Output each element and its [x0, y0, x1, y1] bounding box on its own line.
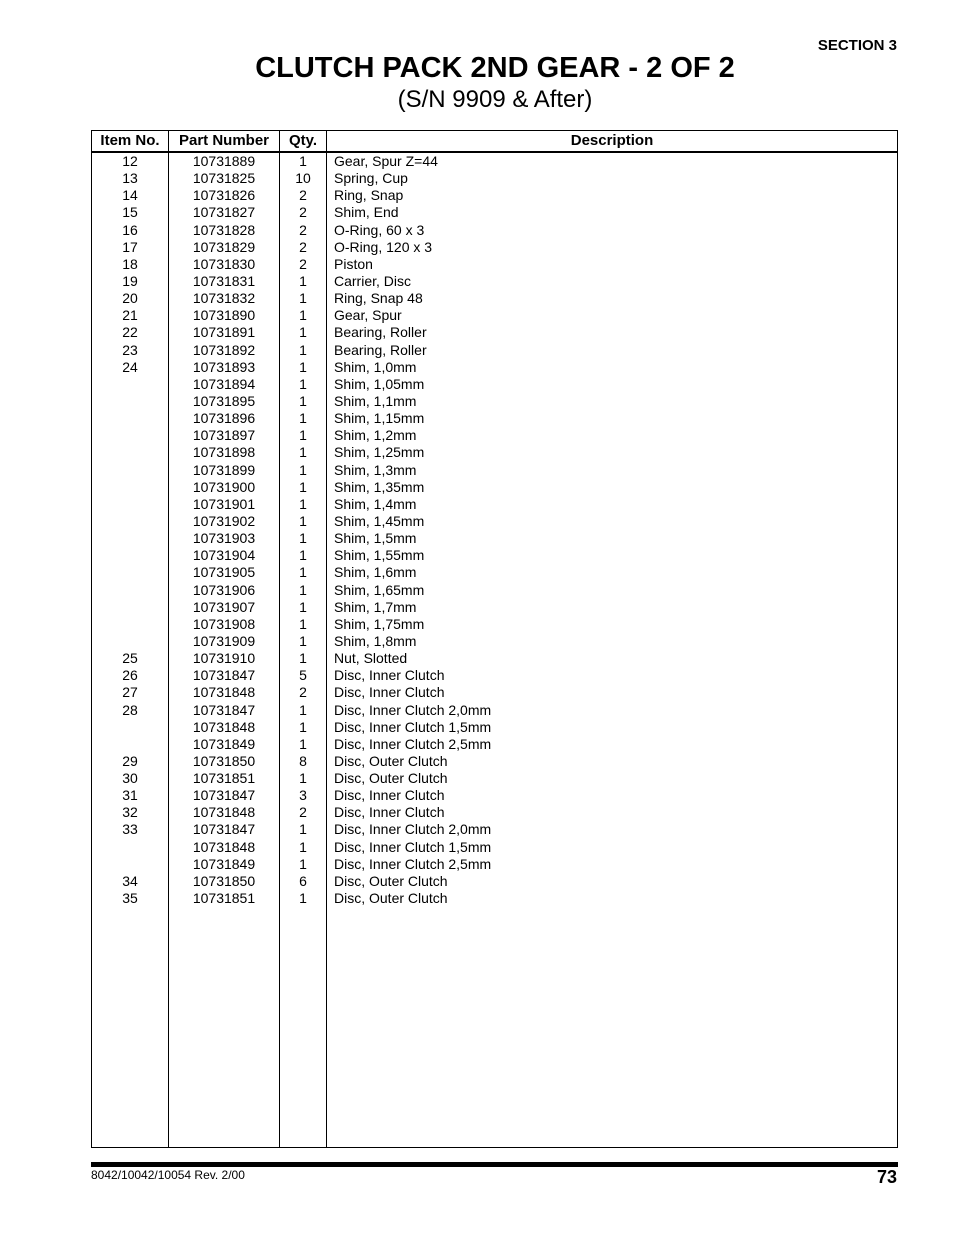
- description-cell: Shim, 1,1mm: [334, 392, 417, 409]
- part-number-cell: 10731851: [192, 890, 256, 907]
- table-body: [92, 153, 897, 907]
- quantity-cell: 1: [299, 392, 307, 409]
- item-number-cell: 28: [122, 701, 138, 718]
- description-cell: Shim, 1,75mm: [334, 615, 425, 632]
- description-cell: Disc, Outer Clutch: [334, 752, 448, 769]
- table-row: [92, 787, 897, 804]
- item-number-cell: 20: [122, 290, 138, 307]
- table-row: [92, 359, 897, 376]
- description-cell: Shim, 1,6mm: [334, 564, 417, 581]
- table-row: [92, 650, 897, 667]
- description-cell: Shim, 1,45mm: [334, 512, 425, 529]
- description-cell: Disc, Inner Clutch: [334, 787, 445, 804]
- quantity-cell: 1: [299, 838, 307, 855]
- description-cell: Nut, Slotted: [334, 650, 408, 667]
- description-cell: Disc, Outer Clutch: [334, 872, 448, 889]
- page-number: 73: [876, 1167, 897, 1187]
- quantity-cell: 1: [299, 290, 307, 307]
- quantity-cell: 1: [299, 307, 307, 324]
- item-number-cell: 30: [122, 770, 138, 787]
- item-number-cell: 29: [122, 752, 138, 769]
- description-cell: Disc, Inner Clutch: [334, 684, 445, 701]
- item-number-cell: 24: [122, 358, 138, 375]
- quantity-cell: 2: [299, 238, 307, 255]
- header-description: Description: [570, 132, 654, 149]
- table-row: [92, 427, 897, 444]
- item-number-cell: 31: [122, 787, 138, 804]
- part-number-cell: 10731848: [192, 804, 256, 821]
- quantity-cell: 2: [299, 255, 307, 272]
- table-row: [92, 170, 897, 187]
- part-number-cell: 10731849: [192, 855, 256, 872]
- description-cell: Shim, 1,3mm: [334, 461, 417, 478]
- description-cell: Shim, 1,0mm: [334, 358, 417, 375]
- item-number-cell: 15: [122, 204, 138, 221]
- item-number-cell: 17: [122, 238, 138, 255]
- item-number-cell: 16: [122, 221, 138, 238]
- description-cell: Shim, 1,05mm: [334, 375, 425, 392]
- table-header: [92, 131, 897, 153]
- item-number-cell: 12: [122, 153, 138, 169]
- table-row: [92, 582, 897, 599]
- table-row: [92, 376, 897, 393]
- part-number-cell: 10731848: [192, 838, 256, 855]
- quantity-cell: 3: [299, 787, 307, 804]
- quantity-cell: 1: [299, 358, 307, 375]
- table-row: [92, 513, 897, 530]
- part-number-cell: 10731828: [192, 221, 256, 238]
- table-row: [92, 616, 897, 633]
- table-row: [92, 856, 897, 873]
- item-number-cell: 26: [122, 667, 138, 684]
- part-number-cell: 10731827: [192, 204, 256, 221]
- header-part-number: Part Number: [178, 132, 270, 149]
- description-cell: Shim, 1,8mm: [334, 632, 417, 649]
- part-number-cell: 10731891: [192, 324, 256, 341]
- item-number-cell: 19: [122, 272, 138, 289]
- item-number-cell: 33: [122, 821, 138, 838]
- table-row: [92, 273, 897, 290]
- quantity-cell: 1: [299, 530, 307, 547]
- quantity-cell: 1: [299, 632, 307, 649]
- part-number-cell: 10731847: [192, 667, 256, 684]
- part-number-cell: 10731899: [192, 461, 256, 478]
- table-row: [92, 684, 897, 701]
- quantity-cell: 1: [299, 410, 307, 427]
- description-cell: Shim, 1,2mm: [334, 427, 417, 444]
- description-cell: Ring, Snap 48: [334, 290, 423, 307]
- part-number-cell: 10731849: [192, 735, 256, 752]
- part-number-cell: 10731907: [192, 598, 256, 615]
- part-number-cell: 10731896: [192, 410, 256, 427]
- part-number-cell: 10731892: [192, 341, 256, 358]
- part-number-cell: 10731830: [192, 255, 256, 272]
- table-row: [92, 821, 897, 838]
- quantity-cell: 1: [299, 478, 307, 495]
- description-cell: Disc, Outer Clutch: [334, 770, 448, 787]
- table-row: [92, 719, 897, 736]
- quantity-cell: 1: [299, 272, 307, 289]
- quantity-cell: 10: [295, 170, 311, 187]
- part-number-cell: 10731847: [192, 701, 256, 718]
- table-row: [92, 290, 897, 307]
- table-row: [92, 393, 897, 410]
- quantity-cell: 1: [299, 375, 307, 392]
- description-cell: Disc, Inner Clutch 2,5mm: [334, 855, 492, 872]
- table-row: [92, 307, 897, 324]
- description-cell: Shim, 1,7mm: [334, 598, 417, 615]
- description-cell: Disc, Inner Clutch 1,5mm: [334, 838, 492, 855]
- table-row: [92, 256, 897, 273]
- description-cell: O-Ring, 60 x 3: [334, 221, 425, 238]
- description-cell: Disc, Inner Clutch: [334, 667, 445, 684]
- table-row: [92, 342, 897, 359]
- table-row: [92, 496, 897, 513]
- quantity-cell: 1: [299, 855, 307, 872]
- quantity-cell: 1: [299, 821, 307, 838]
- part-number-cell: 10731903: [192, 530, 256, 547]
- table-row: [92, 839, 897, 856]
- table-row: [92, 599, 897, 616]
- page-subtitle: (S/N 9909 & After): [397, 86, 593, 113]
- header-qty: Qty.: [288, 132, 318, 149]
- description-cell: Carrier, Disc: [334, 272, 412, 289]
- quantity-cell: 1: [299, 153, 307, 169]
- quantity-cell: 1: [299, 461, 307, 478]
- header-item-no: Item No.: [100, 132, 160, 149]
- quantity-cell: 1: [299, 547, 307, 564]
- quantity-cell: 1: [299, 444, 307, 461]
- quantity-cell: 2: [299, 804, 307, 821]
- quantity-cell: 1: [299, 735, 307, 752]
- description-cell: Shim, 1,25mm: [334, 444, 425, 461]
- part-number-cell: 10731832: [192, 290, 256, 307]
- quantity-cell: 1: [299, 701, 307, 718]
- table-row: [92, 153, 897, 170]
- description-cell: Shim, 1,55mm: [334, 547, 425, 564]
- item-number-cell: 34: [122, 872, 138, 889]
- table-row: [92, 667, 897, 684]
- part-number-cell: 10731825: [192, 170, 256, 187]
- footer-rule: [91, 1162, 898, 1167]
- description-cell: Bearing, Roller: [334, 324, 427, 341]
- part-number-cell: 10731900: [192, 478, 256, 495]
- description-cell: Piston: [334, 255, 373, 272]
- description-cell: Shim, 1,4mm: [334, 495, 417, 512]
- part-number-cell: 10731851: [192, 770, 256, 787]
- page-title: CLUTCH PACK 2ND GEAR - 2 OF 2: [255, 52, 735, 84]
- quantity-cell: 1: [299, 564, 307, 581]
- table-row: [92, 633, 897, 650]
- part-number-cell: 10731904: [192, 547, 256, 564]
- description-cell: Gear, Spur Z=44: [334, 153, 438, 169]
- part-number-cell: 10731848: [192, 718, 256, 735]
- quantity-cell: 1: [299, 890, 307, 907]
- table-row: [92, 187, 897, 204]
- quantity-cell: 1: [299, 770, 307, 787]
- document-number: 8042/10042/10054 Rev. 2/00: [91, 1168, 245, 1182]
- part-number-cell: 10731895: [192, 392, 256, 409]
- part-number-cell: 10731909: [192, 632, 256, 649]
- description-cell: Ring, Snap: [334, 187, 404, 204]
- description-cell: Disc, Outer Clutch: [334, 890, 448, 907]
- part-number-cell: 10731850: [192, 752, 256, 769]
- part-number-cell: 10731906: [192, 581, 256, 598]
- part-number-cell: 10731847: [192, 787, 256, 804]
- description-cell: Gear, Spur: [334, 307, 402, 324]
- description-cell: Shim, End: [334, 204, 399, 221]
- quantity-cell: 1: [299, 581, 307, 598]
- description-cell: O-Ring, 120 x 3: [334, 238, 433, 255]
- quantity-cell: 1: [299, 718, 307, 735]
- item-number-cell: 27: [122, 684, 138, 701]
- table-row: [92, 873, 897, 890]
- part-number-cell: 10731897: [192, 427, 256, 444]
- part-number-cell: 10731829: [192, 238, 256, 255]
- quantity-cell: 1: [299, 495, 307, 512]
- part-number-cell: 10731848: [192, 684, 256, 701]
- quantity-cell: 1: [299, 341, 307, 358]
- table-row: [92, 547, 897, 564]
- description-cell: Shim, 1,65mm: [334, 581, 425, 598]
- part-number-cell: 10731826: [192, 187, 256, 204]
- table-row: [92, 890, 897, 907]
- part-number-cell: 10731901: [192, 495, 256, 512]
- part-number-cell: 10731893: [192, 358, 256, 375]
- item-number-cell: 25: [122, 650, 138, 667]
- table-row: [92, 410, 897, 427]
- quantity-cell: 1: [299, 650, 307, 667]
- quantity-cell: 1: [299, 598, 307, 615]
- table-row: [92, 736, 897, 753]
- description-cell: Disc, Inner Clutch: [334, 804, 445, 821]
- quantity-cell: 2: [299, 221, 307, 238]
- table-row: [92, 564, 897, 581]
- part-number-cell: 10731889: [192, 153, 256, 169]
- description-cell: Disc, Inner Clutch 2,0mm: [334, 701, 492, 718]
- quantity-cell: 2: [299, 204, 307, 221]
- quantity-cell: 8: [299, 752, 307, 769]
- table-row: [92, 324, 897, 341]
- description-cell: Disc, Inner Clutch 2,5mm: [334, 735, 492, 752]
- item-number-cell: 21: [122, 307, 138, 324]
- table-row: [92, 753, 897, 770]
- quantity-cell: 2: [299, 684, 307, 701]
- item-number-cell: 23: [122, 341, 138, 358]
- part-number-cell: 10731905: [192, 564, 256, 581]
- section-label: SECTION 3: [817, 37, 897, 54]
- item-number-cell: 18: [122, 255, 138, 272]
- part-number-cell: 10731847: [192, 821, 256, 838]
- part-number-cell: 10731902: [192, 512, 256, 529]
- part-number-cell: 10731898: [192, 444, 256, 461]
- quantity-cell: 1: [299, 427, 307, 444]
- part-number-cell: 10731850: [192, 872, 256, 889]
- table-row: [92, 444, 897, 461]
- quantity-cell: 5: [299, 667, 307, 684]
- description-cell: Shim, 1,35mm: [334, 478, 425, 495]
- quantity-cell: 1: [299, 324, 307, 341]
- item-number-cell: 13: [122, 170, 138, 187]
- item-number-cell: 14: [122, 187, 138, 204]
- description-cell: Disc, Inner Clutch 1,5mm: [334, 718, 492, 735]
- item-number-cell: 22: [122, 324, 138, 341]
- table-row: [92, 702, 897, 719]
- quantity-cell: 6: [299, 872, 307, 889]
- table-row: [92, 462, 897, 479]
- description-cell: Shim, 1,5mm: [334, 530, 417, 547]
- part-number-cell: 10731890: [192, 307, 256, 324]
- table-row: [92, 204, 897, 221]
- item-number-cell: 32: [122, 804, 138, 821]
- table-row: [92, 479, 897, 496]
- quantity-cell: 2: [299, 187, 307, 204]
- table-row: [92, 239, 897, 256]
- quantity-cell: 1: [299, 512, 307, 529]
- table-row: [92, 222, 897, 239]
- parts-table: [91, 130, 898, 1148]
- part-number-cell: 10731908: [192, 615, 256, 632]
- table-row: [92, 770, 897, 787]
- item-number-cell: 35: [122, 890, 138, 907]
- part-number-cell: 10731894: [192, 375, 256, 392]
- description-cell: Spring, Cup: [334, 170, 408, 187]
- description-cell: Disc, Inner Clutch 2,0mm: [334, 821, 492, 838]
- description-cell: Bearing, Roller: [334, 341, 427, 358]
- part-number-cell: 10731831: [192, 272, 256, 289]
- description-cell: Shim, 1,15mm: [334, 410, 425, 427]
- part-number-cell: 10731910: [192, 650, 256, 667]
- table-row: [92, 530, 897, 547]
- quantity-cell: 1: [299, 615, 307, 632]
- table-row: [92, 804, 897, 821]
